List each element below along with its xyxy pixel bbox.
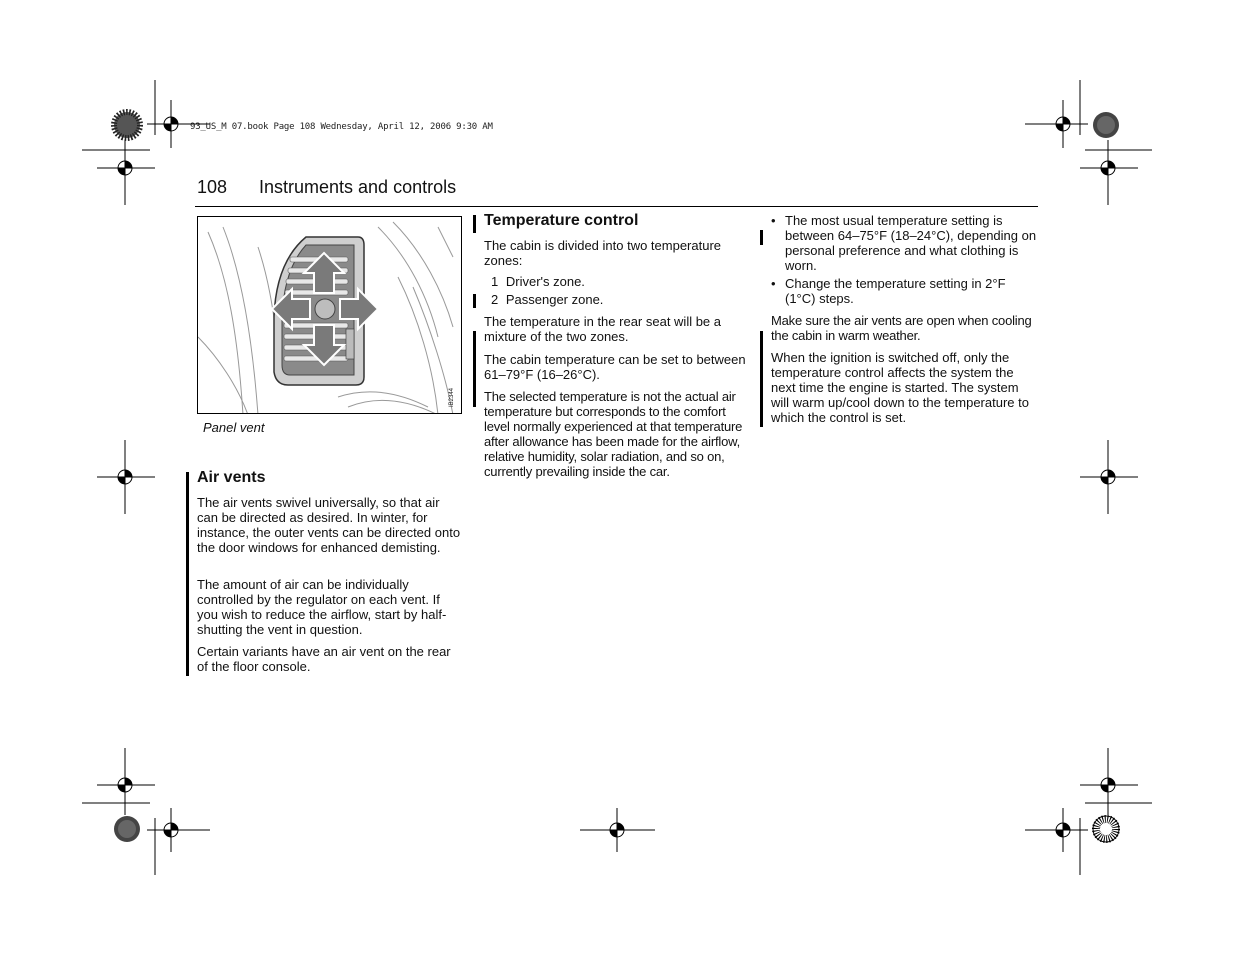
temperature-paragraph: The temperature in the rear seat will be a mixture of the two zones.: [484, 314, 722, 344]
zone-label: Passenger zone.: [505, 292, 604, 307]
change-bar: [473, 294, 476, 308]
notes-paragraph: Make sure the air vents are open when cooling the cabin in warm weather.: [771, 313, 1032, 343]
air-vents-paragraph: The air vents swivel universally, so that air can be directed as desired. In winter, for instance, the outer vents can be directed onto the door windows for enhanced demisting.: [197, 495, 461, 555]
air-vents-paragraph: The amount of air can be individually controlled by the regulator on each vent. If you wish to reduce the airflow, start by half-shutting the vent in question.: [197, 577, 447, 637]
zone-number: 1: [491, 274, 499, 289]
change-bar: [186, 472, 189, 676]
notes-paragraph: When the ignition is switched off, only the temperature control affects the system the next time the engine is started. The system will warm up/cool down to the temperature to which the control is set.: [771, 350, 1029, 425]
air-vents-paragraph: Certain variants have an air vent on the rear of the floor console.: [197, 644, 451, 674]
bullet-dot: •: [771, 276, 776, 291]
bullet-text: The most usual temperature setting is between 64–75°F (18–24°C), depending on personal preference and what clothing is worn.: [785, 213, 1037, 273]
change-bar: [473, 215, 476, 233]
zone-number: 2: [491, 292, 499, 307]
zone-item: [491, 274, 585, 289]
panel-vent-illustration: [198, 217, 462, 414]
change-bar: [760, 230, 763, 245]
figure-caption: Panel vent: [203, 420, 265, 435]
temperature-control-heading: Temperature control: [484, 212, 639, 229]
header-rule: [195, 206, 1038, 207]
figure-code: IB2344: [449, 387, 455, 407]
bullet-item: [771, 213, 1039, 273]
print-meta-line: 93_US_M 07.book Page 108 Wednesday, April 12, 2006 9:30 AM: [190, 122, 493, 132]
change-bar: [473, 331, 476, 407]
change-bar: [760, 331, 763, 427]
bullet-item: [771, 276, 1039, 306]
section-title: Instruments and controls: [259, 177, 457, 197]
air-vents-heading: Air vents: [197, 469, 266, 486]
zone-item: [491, 292, 603, 307]
temperature-intro: The cabin is divided into two temperature zones:: [484, 238, 722, 268]
zone-label: Driver's zone.: [505, 274, 585, 289]
bullet-dot: •: [771, 213, 776, 228]
panel-vent-figure: [197, 216, 462, 414]
temperature-paragraph: The cabin temperature can be set to between 61–79°F (16–26°C).: [484, 352, 746, 382]
temperature-paragraph: The selected temperature is not the actual air temperature but corresponds to the comfort level normally experienced at that temperature after allowance has been made for the airflow, relative humidity, solar radiation, and so on, currently prevailing inside the car.: [484, 389, 743, 479]
bullet-text: Change the temperature setting in 2°F (1°C) steps.: [785, 276, 1006, 306]
page-number: 108: [197, 177, 228, 197]
